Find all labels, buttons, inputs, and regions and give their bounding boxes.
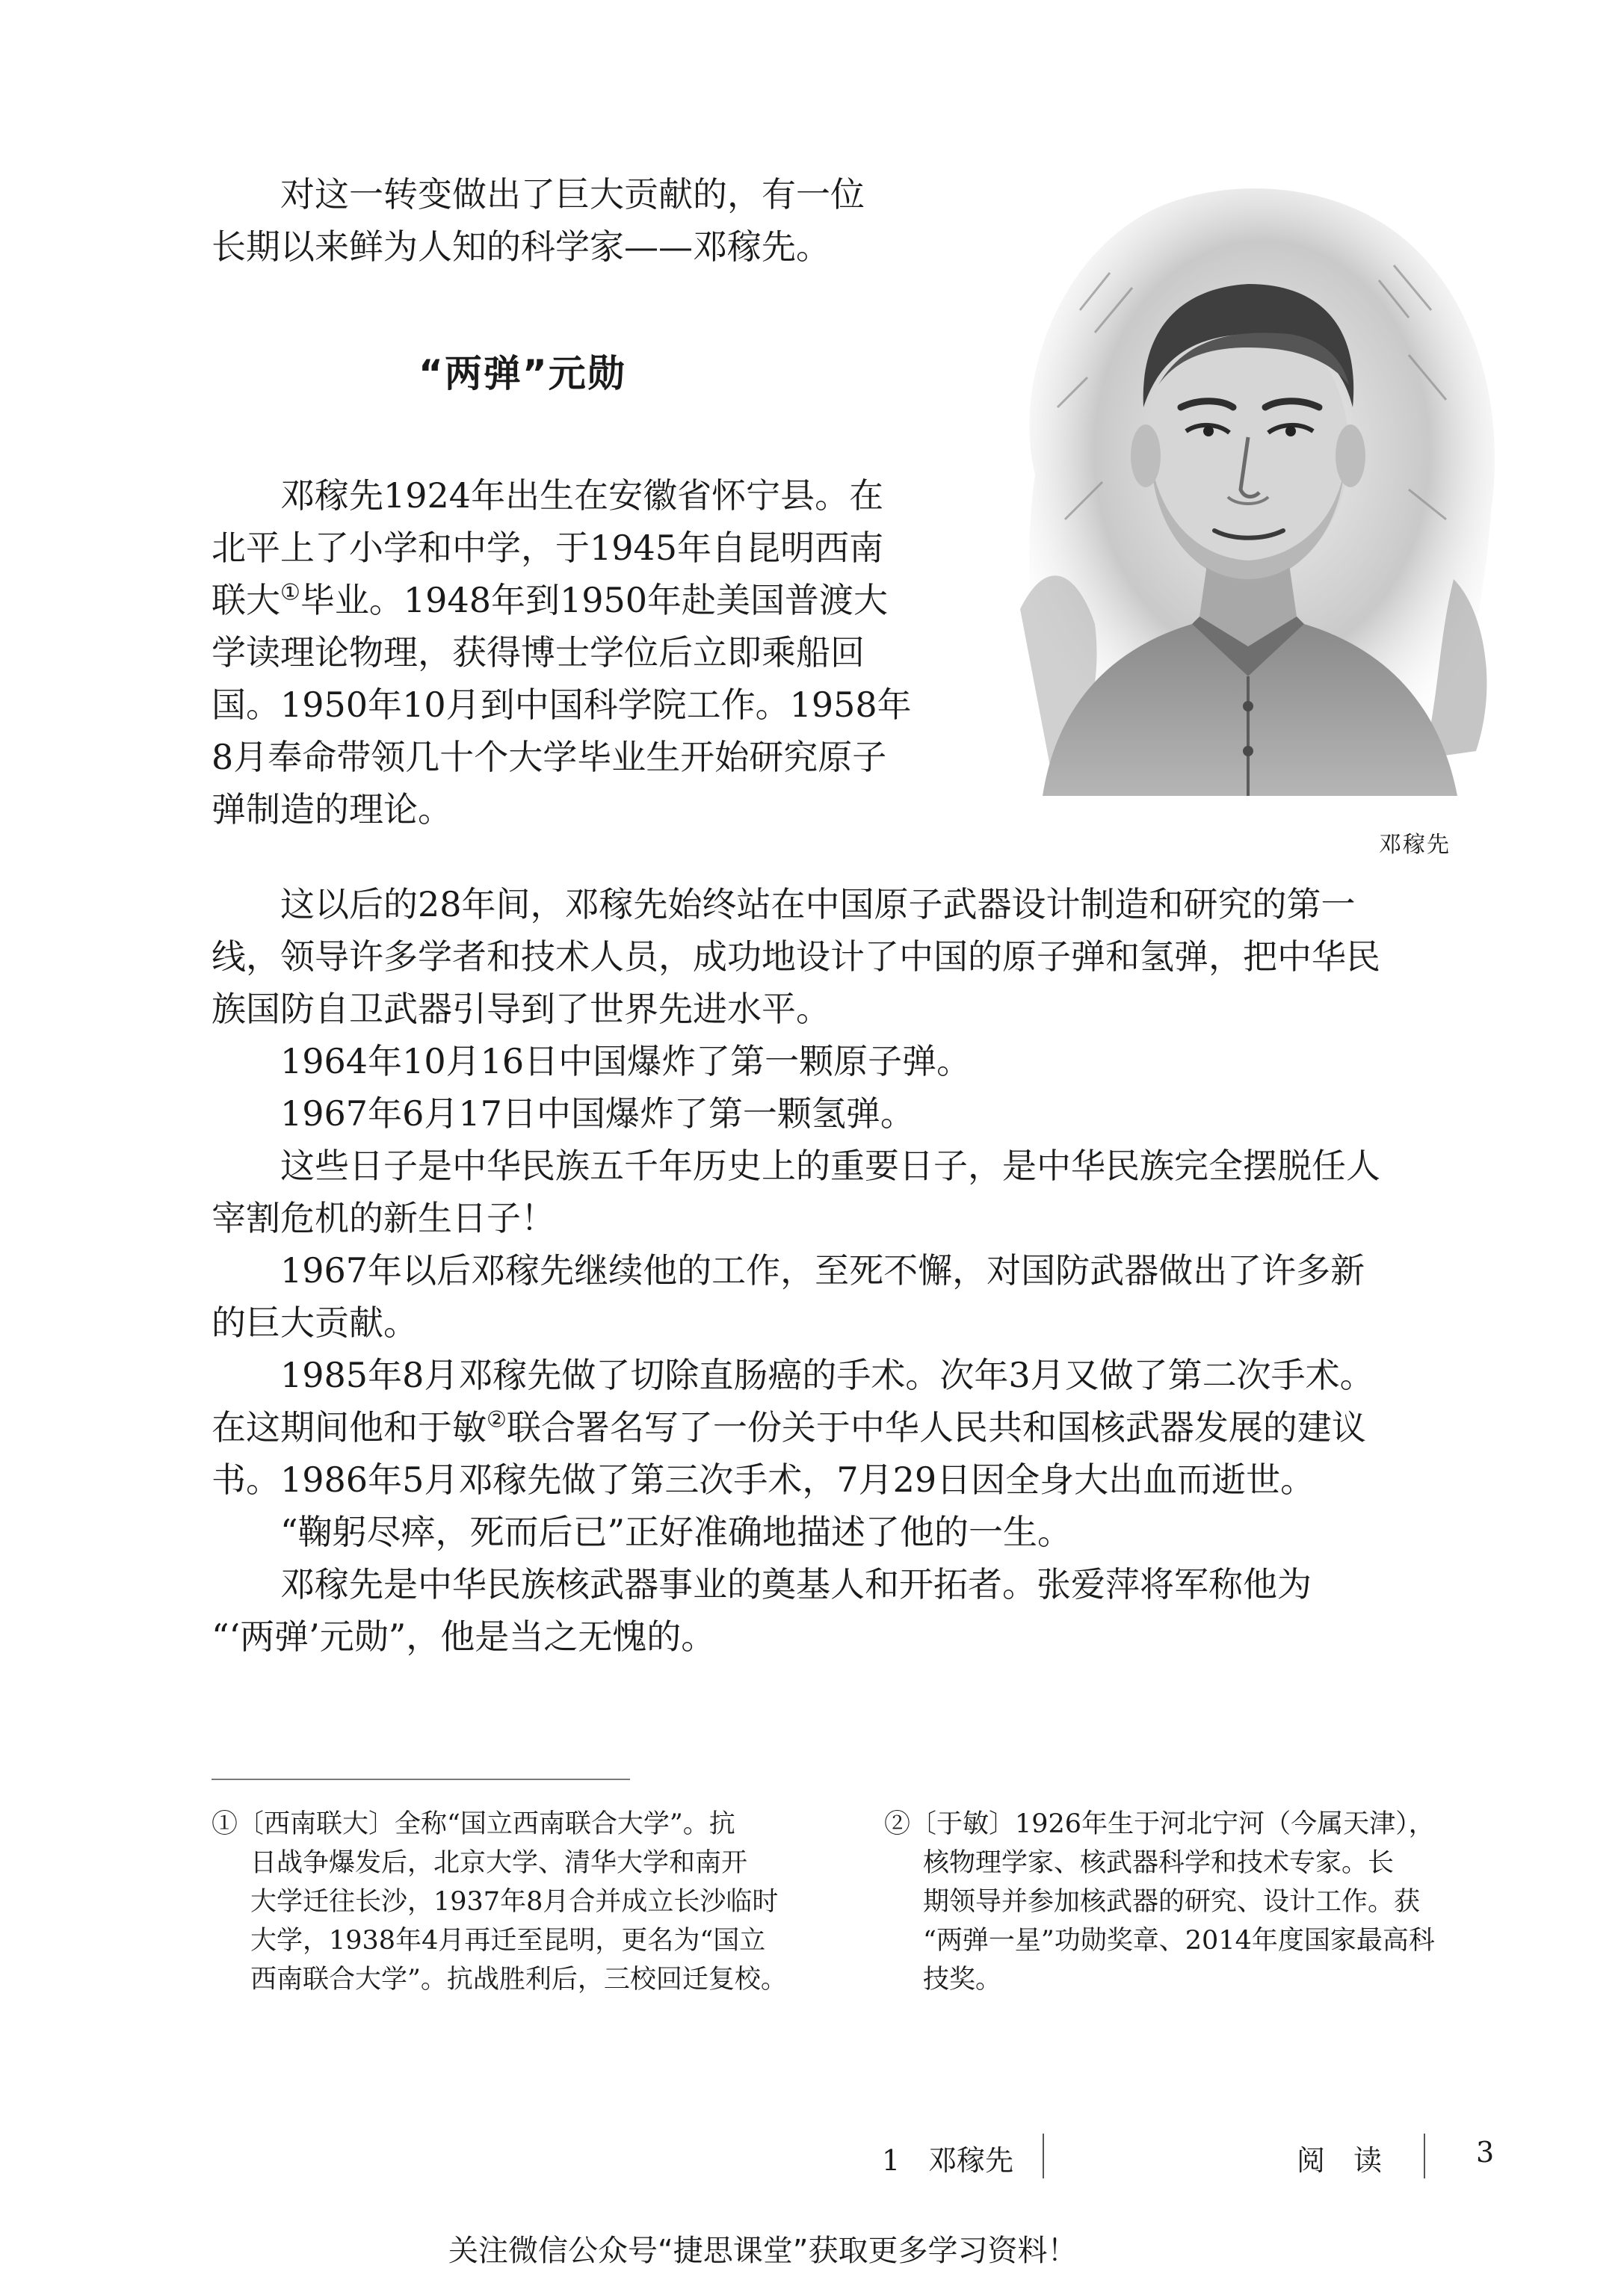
pfounder-line-1: 邓稼先是中华民族核武器事业的奠基人和开拓者。张爱萍将军称他为	[280, 1564, 1312, 1604]
bio-line-1: 邓稼先1924年出生在安徽省怀宁县。在	[280, 475, 884, 516]
fn1-line-2: 日战争爆发后，北京大学、清华大学和南开	[250, 1848, 748, 1878]
portrait-caption: 邓稼先	[1379, 832, 1451, 858]
p1985-line-2-end: 联合署名写了一份关于中华人民共和国核武器发展的建议	[506, 1407, 1366, 1448]
p1985-line-2	[212, 1401, 1374, 1454]
footnote-ref-1: ①	[280, 579, 300, 606]
p28-line-1: 这以后的28年间，邓稼先始终站在中国原子武器设计制造和研究的第一	[280, 884, 1356, 924]
fn2-line-5: 技奖。	[923, 1965, 1002, 1995]
p28-line-2: 线，领导许多学者和技术人员，成功地设计了中国的原子弹和氢弹，把中华民	[212, 936, 1380, 977]
bio-line-3-end: 毕业。1948年到1950年赴美国普渡大	[300, 580, 889, 620]
bio-line-2: 北平上了小学和中学，于1945年自昆明西南	[212, 528, 884, 568]
footer-separator-2	[1424, 2134, 1425, 2178]
paragraph-1967	[212, 1087, 915, 1140]
bio-line-3-start: 联大	[212, 580, 280, 620]
p1985-line-1: 1985年8月邓稼先做了切除直肠癌的手术。次年3月又做了第二次手术。	[280, 1355, 1374, 1395]
pafter-line-2: 的巨大贡献。	[212, 1303, 418, 1343]
footnote-1	[212, 1805, 787, 1999]
pdays-line-1: 这些日子是中华民族五千年历史上的重要日子，是中华民族完全摆脱任人	[280, 1146, 1380, 1186]
paragraph-after-1967	[212, 1244, 1365, 1349]
pquote-line: “鞠躬尽瘁，死而后已”正好准确地描述了他的一生。	[280, 1512, 1072, 1552]
bio-paragraph	[212, 469, 912, 835]
paragraph-important-days	[212, 1140, 1380, 1244]
intro-line-2: 长期以来鲜为人知的科学家——邓稼先。	[212, 226, 830, 267]
footnote-divider	[212, 1779, 630, 1780]
intro-paragraph	[212, 168, 865, 273]
footnote-2	[884, 1805, 1435, 1999]
paragraph-founder	[212, 1558, 1312, 1663]
fn1-line-3: 大学迁往长沙，1937年8月合并成立长沙临时	[250, 1887, 779, 1917]
fn2-line-2: 核物理学家、核武器科学和技术专家。长	[923, 1848, 1395, 1878]
fn2-line-1: ②〔于敏〕1926年生于河北宁河（今属天津），	[884, 1809, 1435, 1839]
pafter-line-1: 1967年以后邓稼先继续他的工作，至死不懈，对国防武器做出了许多新	[280, 1250, 1365, 1291]
intro-line-1: 对这一转变做出了巨大贡献的，有一位	[280, 174, 865, 214]
paragraph-28-years	[212, 878, 1380, 1035]
paragraph-1985	[212, 1349, 1374, 1506]
fn1-line-1: ①〔西南联大〕全称“国立西南联合大学”。抗	[212, 1809, 735, 1839]
bio-line-5: 国。1950年10月到中国科学院工作。1958年	[212, 685, 912, 725]
footer-lesson-title: 1 邓稼先	[882, 2144, 1014, 2177]
bio-line-6: 8月奉命带领几十个大学毕业生开始研究原子	[212, 737, 887, 777]
pfounder-line-2: “‘两弹’元勋”，他是当之无愧的。	[212, 1616, 716, 1657]
paragraph-1964	[212, 1035, 971, 1087]
fn1-line-4: 大学，1938年4月再迁至昆明，更名为“国立	[250, 1926, 766, 1956]
paragraph-quote	[212, 1506, 1072, 1558]
section-title: “两弹”元勋	[419, 352, 626, 395]
p1967-line: 1967年6月17日中国爆炸了第一颗氢弹。	[280, 1093, 915, 1134]
fn2-line-4: “两弹一星”功勋奖章、2014年度国家最高科	[923, 1926, 1435, 1956]
portrait-illustration	[990, 161, 1506, 800]
bio-line-4: 学读理论物理，获得博士学位后立即乘船回	[212, 632, 865, 673]
fn2-line-3: 期领导并参加核武器的研究、设计工作。获	[923, 1887, 1421, 1917]
wechat-promo-note: 关注微信公众号“捷思课堂”获取更多学习资料！	[448, 2234, 1078, 2268]
footnote-ref-2: ②	[487, 1406, 507, 1433]
footer-section-label: 阅 读	[1297, 2144, 1383, 2177]
p1985-line-2-start: 在这期间他和于敏	[212, 1407, 487, 1448]
pdays-line-2: 宰割危机的新生日子！	[212, 1198, 555, 1238]
footer-separator-1	[1043, 2134, 1044, 2178]
bio-line-3	[212, 574, 912, 626]
page-number: 3	[1476, 2136, 1495, 2169]
p28-line-3: 族国防自卫武器引导到了世界先进水平。	[212, 989, 830, 1029]
bio-line-7: 弹制造的理论。	[212, 789, 452, 830]
fn1-line-5: 西南联合大学”。抗战胜利后，三校回迁复校。	[250, 1965, 787, 1995]
p1985-line-3: 书。1986年5月邓稼先做了第三次手术，7月29日因全身大出血而逝世。	[212, 1460, 1315, 1500]
p1964-line: 1964年10月16日中国爆炸了第一颗原子弹。	[280, 1041, 972, 1081]
